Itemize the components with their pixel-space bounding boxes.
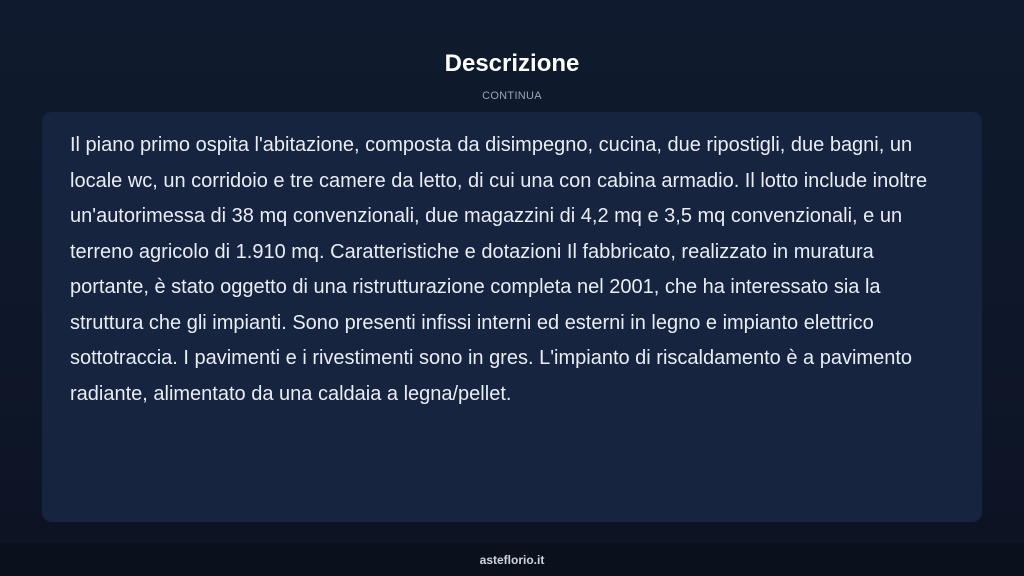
description-text: Il piano primo ospita l'abitazione, composta da disimpegno, cucina, due ripostigli, due bagni, un locale wc, un corridoio e tre camere da letto, di cui una con cabina armadio. Il lotto include inoltre un'autorimessa di 38 mq convenzionali, due magazzini di 4,2 mq e 3,5 mq convenzionali, e un terreno agricolo di 1.910 mq. Caratteristiche e dotazioni Il fabbricato, realizzato in muratura portante, è stato oggetto di una ristrutturazione completa nel 2001, che ha interessato sia la struttura che gli impianti. Sono presenti infissi interni ed esterni in legno e impianto elettrico sottotraccia. I pavimenti e i rivestimenti sono in gres. L'impianto di riscaldamento è a pavimento radiante, alimentato da una caldaia a legna/pellet.: [70, 134, 928, 405]
footer-site-name: asteflorio.it: [479, 553, 545, 567]
page-subtitle: CONTINUA: [482, 90, 542, 102]
page-title: Descrizione: [444, 50, 580, 77]
description-card: [42, 112, 982, 522]
